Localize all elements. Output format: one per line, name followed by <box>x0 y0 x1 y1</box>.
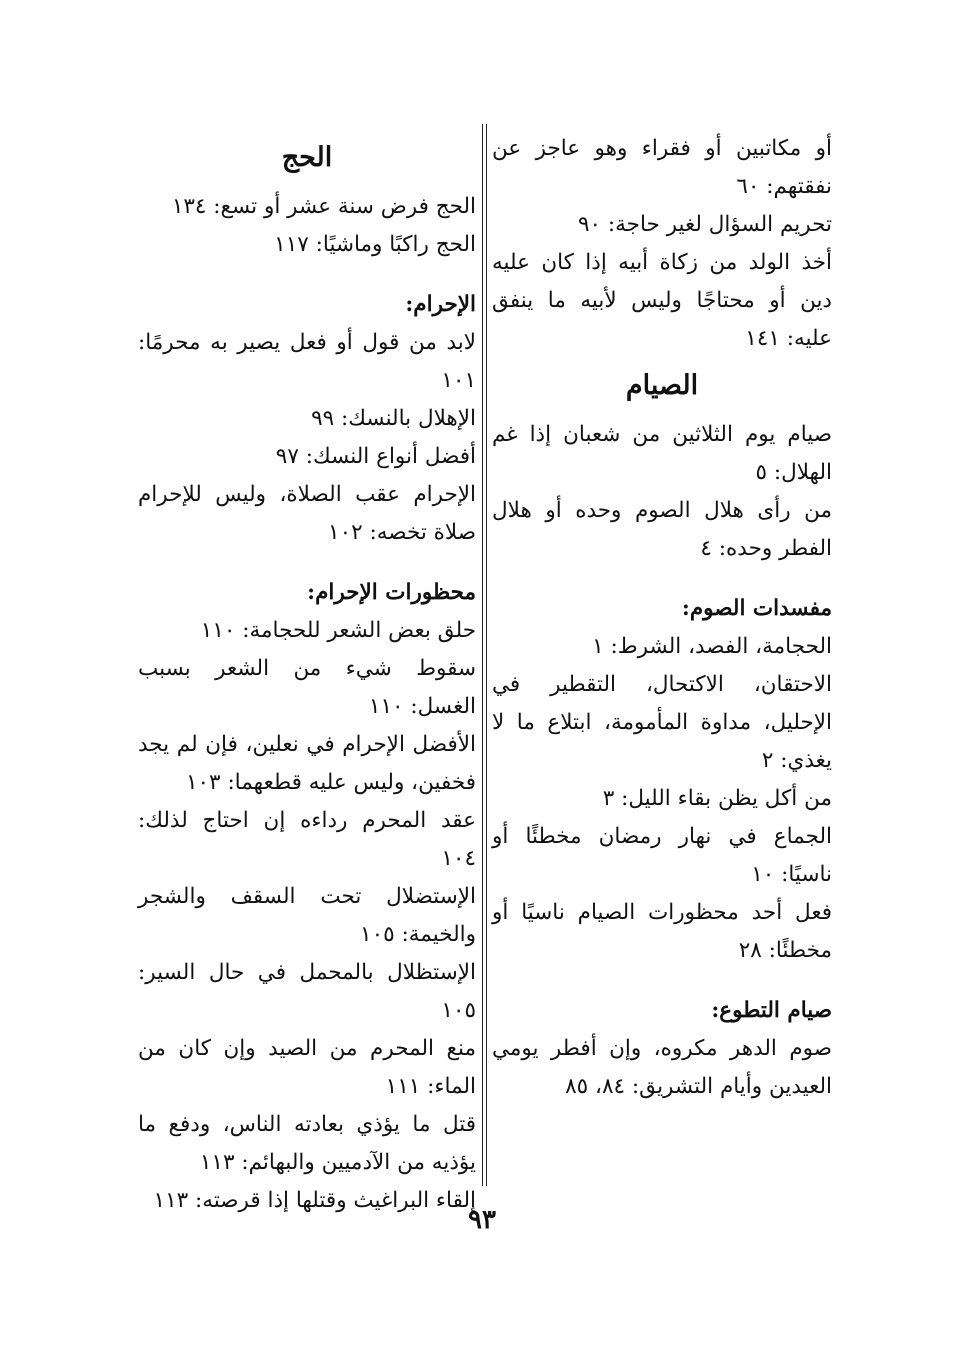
section-title-hajj: الحج <box>281 142 333 173</box>
index-entry: حلق بعض الشعر للحجامة: ١١٠ <box>200 618 476 643</box>
subheading-tatawwu: صيام التطوع: <box>711 998 832 1023</box>
index-entry: صوم الدهر مكروه، وإن أفطر يومي العيدين وأيام التشريق: ٨٤، ٨٥ <box>492 1036 832 1099</box>
entry-list-mahzurat <box>138 612 476 1220</box>
index-entry: فعل أحد محظورات الصيام ناسيًا أو مخطئًا: ٢٨ <box>492 900 832 963</box>
left-column <box>138 130 476 1220</box>
entry-list-tatawwu <box>492 1030 832 1106</box>
index-entry: الحجامة، الفصد، الشرط: ١ <box>592 634 832 659</box>
index-entry: الحج راكبًا وماشيًا: ١١٧ <box>274 232 476 257</box>
subheading-mahzurat: محظورات الإحرام: <box>307 580 476 605</box>
entry-list-hajj <box>138 188 476 264</box>
subheading-mufsidat: مفسدات الصوم: <box>681 596 832 621</box>
index-entry: إلقاء البراغيث وقتلها إذا قرصته: ١١٣ <box>153 1188 476 1213</box>
entry-list-ihram <box>138 324 476 552</box>
index-entry: الاحتقان، الاكتحال، التقطير في الإحليل، مداوة المأمومة، ابتلاع ما لا يغذي: ٢ <box>492 672 832 773</box>
index-entry: الإهلال بالنسك: ٩٩ <box>311 406 476 431</box>
right-column <box>492 130 832 1106</box>
index-entry: من أكل يظن بقاء الليل: ٣ <box>602 786 832 811</box>
entry-list-mufsidat <box>492 628 832 970</box>
column-divider <box>482 124 487 1186</box>
index-entry: أخذ الولد من زكاة أبيه إذا كان عليه دين أو محتاجًا وليس لأبيه ما ينفق عليه: ١٤١ <box>492 250 832 351</box>
index-entry: لابد من قول أو فعل يصير به محرمًا: ١٠١ <box>138 330 476 393</box>
index-entry: سقوط شيء من الشعر بسبب الغسل: ١١٠ <box>138 656 476 719</box>
index-entry: أفضل أنواع النسك: ٩٧ <box>275 444 476 469</box>
entry-list-siyam <box>492 416 832 568</box>
index-entry: صيام يوم الثلاثين من شعبان إذا غم الهلال: ٥ <box>492 422 832 485</box>
entry-list-top <box>492 130 832 358</box>
section-title-siyam: الصيام <box>625 370 699 401</box>
index-entry: منع المحرم من الصيد وإن كان من الماء: ١١١ <box>138 1036 476 1099</box>
index-entry: عقد المحرم رداءه إن احتاج لذلك: ١٠٤ <box>138 808 476 871</box>
index-entry: الإستضلال تحت السقف والشجر والخيمة: ١٠٥ <box>138 884 476 947</box>
index-entry: الإحرام عقب الصلاة، وليس للإحرام صلاة تخصه: ١٠٢ <box>138 482 476 545</box>
index-entry: الحج فرض سنة عشر أو تسع: ١٣٤ <box>171 194 476 219</box>
page-number: ٩٣ <box>468 1205 496 1235</box>
index-entry: الإستظلال بالمحمل في حال السير: ١٠٥ <box>138 960 476 1023</box>
index-entry: الأفضل الإحرام في نعلين، فإن لم يجد فخفين، وليس عليه قطعهما: ١٠٣ <box>138 732 476 795</box>
index-entry: أو مكاتبين أو فقراء وهو عاجز عن نفقتهم: ٦٠ <box>492 136 832 199</box>
index-entry: تحريم السؤال لغير حاجة: ٩٠ <box>577 212 832 237</box>
index-entry: قتل ما يؤذي بعادته الناس، ودفع ما يؤذيه من الآدميين والبهائم: ١١٣ <box>138 1112 476 1175</box>
subheading-ihram: الإحرام: <box>405 292 476 317</box>
index-entry: الجماع في نهار رمضان مخطئًا أو ناسيًا: ١٠ <box>492 824 832 887</box>
index-entry: من رأى هلال الصوم وحده أو هلال الفطر وحده: ٤ <box>492 498 832 561</box>
